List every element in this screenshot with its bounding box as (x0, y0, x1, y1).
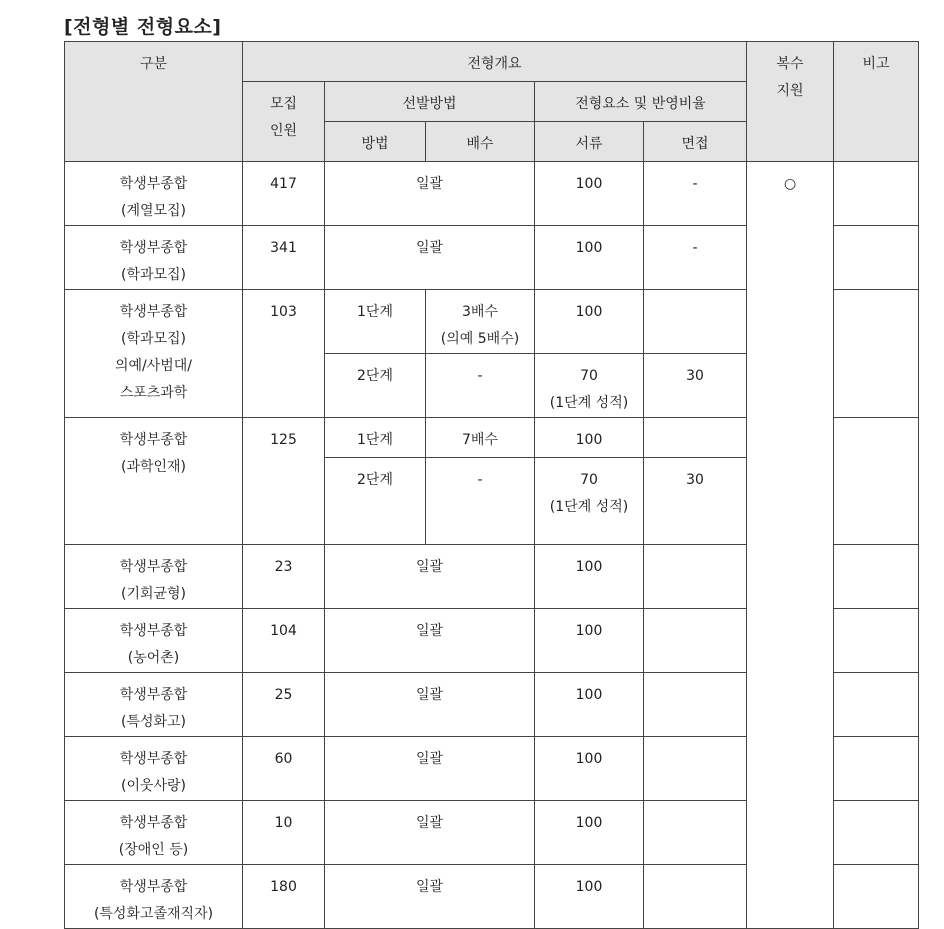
row-note (834, 865, 919, 929)
row-count (243, 545, 325, 609)
table-header (65, 42, 919, 162)
row-count-text: 103 (270, 304, 297, 320)
row-docs (535, 609, 644, 673)
row-category-text: 학생부종합 (119, 879, 188, 895)
row-interview (644, 458, 747, 545)
row-docs (535, 545, 644, 609)
row-stage (325, 354, 426, 418)
header-multi-line: 복수 (776, 56, 804, 72)
section-title: [전형별 전형요소] (64, 16, 222, 38)
row-method-text: 일괄 (415, 815, 444, 831)
row-docs (535, 673, 644, 737)
row-category-text: (학과모집) (120, 267, 187, 283)
row-category-text: 학생부종합 (119, 815, 188, 831)
row-docs-text: 100 (575, 240, 603, 256)
row-docs-text: 100 (575, 559, 603, 575)
row-docs-text: 100 (575, 815, 603, 831)
header-docs: 서류 (535, 122, 644, 162)
header-multi-line: 지원 (776, 83, 804, 99)
header-overview: 전형개요 (243, 42, 747, 82)
row-category-text: 학생부종합 (119, 559, 188, 575)
row-category-text: 학생부종합 (119, 432, 188, 448)
row-method (325, 865, 535, 929)
row-category (65, 737, 243, 801)
row-docs (535, 737, 644, 801)
row-method (325, 226, 535, 290)
row-method-text: 일괄 (415, 879, 444, 895)
row-interview (644, 418, 747, 458)
row-interview (644, 801, 747, 865)
row-method-text: 일괄 (415, 687, 444, 703)
row-category-text: 스포츠과학 (119, 385, 188, 401)
row-multiple-text: - (477, 472, 483, 488)
row-count (243, 737, 325, 801)
row-docs-text: 100 (575, 176, 603, 192)
row-count (243, 865, 325, 929)
row-category-text: 학생부종합 (119, 176, 188, 192)
row-category-text: 학생부종합 (119, 687, 188, 703)
table-body (65, 162, 919, 929)
header-method: 방법 (325, 122, 426, 162)
row-docs (535, 162, 644, 226)
row-interview (644, 609, 747, 673)
row-method-text: 일괄 (415, 751, 444, 767)
row-multiple-text: (의예 5배수) (440, 331, 520, 347)
row-method-text: 일괄 (415, 623, 444, 639)
row-method (325, 545, 535, 609)
row-category (65, 865, 243, 929)
row-docs-text: 70 (580, 472, 598, 488)
row-category-text: (장애인 등) (118, 842, 189, 858)
header-recruit (243, 82, 325, 162)
row-category-text: (농어촌) (127, 650, 180, 666)
multi-apply-mark (747, 162, 834, 929)
row-note (834, 609, 919, 673)
header-category: 구분 (65, 42, 243, 162)
row-interview (644, 162, 747, 226)
row-interview-text: - (692, 176, 698, 192)
row-count-text: 60 (274, 751, 293, 767)
row-multiple (426, 354, 535, 418)
row-docs-text: 100 (575, 879, 603, 895)
header-note: 비고 (834, 42, 919, 162)
row-method-text: 일괄 (415, 176, 444, 192)
row-method (325, 162, 535, 226)
row-docs (535, 458, 644, 545)
row-docs (535, 290, 644, 354)
row-count (243, 290, 325, 418)
row-category (65, 290, 243, 418)
header-interview: 면접 (644, 122, 747, 162)
row-category (65, 609, 243, 673)
row-method-text: 일괄 (415, 559, 444, 575)
row-interview (644, 737, 747, 801)
row-docs-text: 100 (575, 687, 603, 703)
row-category (65, 162, 243, 226)
row-category-text: 학생부종합 (119, 623, 188, 639)
row-interview (644, 290, 747, 354)
row-stage-text: 1단계 (357, 432, 393, 448)
row-category-text: 학생부종합 (119, 304, 188, 320)
row-interview-text: - (692, 240, 698, 256)
row-category-text: (특성화고) (120, 714, 187, 730)
row-category-text: (이웃사랑) (120, 778, 187, 794)
admission-table (64, 41, 919, 929)
row-stage-text: 2단계 (357, 472, 393, 488)
row-interview (644, 673, 747, 737)
row-count (243, 801, 325, 865)
row-category-text: (계열모집) (120, 203, 187, 219)
row-stage (325, 290, 426, 354)
row-interview-text: 30 (686, 368, 704, 384)
header-recruit-line: 인원 (269, 123, 298, 139)
row-note (834, 162, 919, 226)
row-count (243, 162, 325, 226)
row-multiple-text: - (477, 368, 483, 384)
multi-apply-mark-text: ○ (783, 176, 797, 192)
row-count (243, 418, 325, 545)
row-multiple-text: 3배수 (462, 304, 498, 320)
row-method (325, 609, 535, 673)
row-method (325, 673, 535, 737)
row-multiple (426, 290, 535, 354)
row-count-text: 180 (270, 879, 297, 895)
row-count-text: 104 (270, 623, 297, 639)
row-interview (644, 354, 747, 418)
row-docs (535, 226, 644, 290)
row-note (834, 673, 919, 737)
row-docs-text: 100 (575, 304, 603, 320)
row-multiple (426, 418, 535, 458)
row-category (65, 418, 243, 545)
header-selection: 선발방법 (325, 82, 535, 122)
row-category-text: 학생부종합 (119, 240, 188, 256)
row-category-text: (학과모집) (120, 331, 187, 347)
row-stage (325, 458, 426, 545)
row-docs-text: 100 (575, 751, 603, 767)
row-count-text: 341 (270, 240, 297, 256)
row-note (834, 801, 919, 865)
row-stage-text: 1단계 (357, 304, 393, 320)
row-category-text: (기회균형) (120, 586, 187, 602)
row-count-text: 125 (270, 432, 297, 448)
row-note (834, 226, 919, 290)
header-elements: 전형요소 및 반영비율 (535, 82, 747, 122)
row-docs-text: 100 (575, 623, 603, 639)
row-docs-text: (1단계 성적) (549, 395, 629, 411)
row-interview (644, 226, 747, 290)
row-multiple (426, 458, 535, 545)
row-category (65, 801, 243, 865)
row-docs-text: 70 (580, 368, 598, 384)
header-recruit-line: 모집 (269, 96, 298, 112)
row-note (834, 290, 919, 418)
row-stage (325, 418, 426, 458)
row-category (65, 673, 243, 737)
row-docs-text: (1단계 성적) (549, 499, 629, 515)
row-count-text: 25 (274, 687, 293, 703)
header-multi-apply (747, 42, 834, 162)
row-count-text: 23 (274, 559, 293, 575)
row-docs (535, 354, 644, 418)
row-method (325, 801, 535, 865)
row-multiple-text: 7배수 (462, 432, 498, 448)
row-category-text: 의예/사범대/ (114, 358, 193, 374)
row-docs (535, 418, 644, 458)
row-category-text: (과학인재) (120, 459, 187, 475)
row-stage-text: 2단계 (357, 368, 393, 384)
row-count (243, 226, 325, 290)
row-category (65, 226, 243, 290)
header-multiple: 배수 (426, 122, 535, 162)
row-category (65, 545, 243, 609)
row-count-text: 10 (274, 815, 293, 831)
table-row (65, 162, 919, 226)
row-count (243, 609, 325, 673)
row-count (243, 673, 325, 737)
row-method (325, 737, 535, 801)
row-docs (535, 801, 644, 865)
row-interview (644, 545, 747, 609)
row-docs-text: 100 (575, 432, 603, 448)
row-note (834, 545, 919, 609)
row-count-text: 417 (270, 176, 297, 192)
row-category-text: 학생부종합 (119, 751, 188, 767)
row-note (834, 737, 919, 801)
row-interview (644, 865, 747, 929)
row-method-text: 일괄 (415, 240, 444, 256)
row-note (834, 418, 919, 545)
row-docs (535, 865, 644, 929)
row-category-text: (특성화고졸재직자) (93, 906, 214, 922)
row-interview-text: 30 (686, 472, 704, 488)
